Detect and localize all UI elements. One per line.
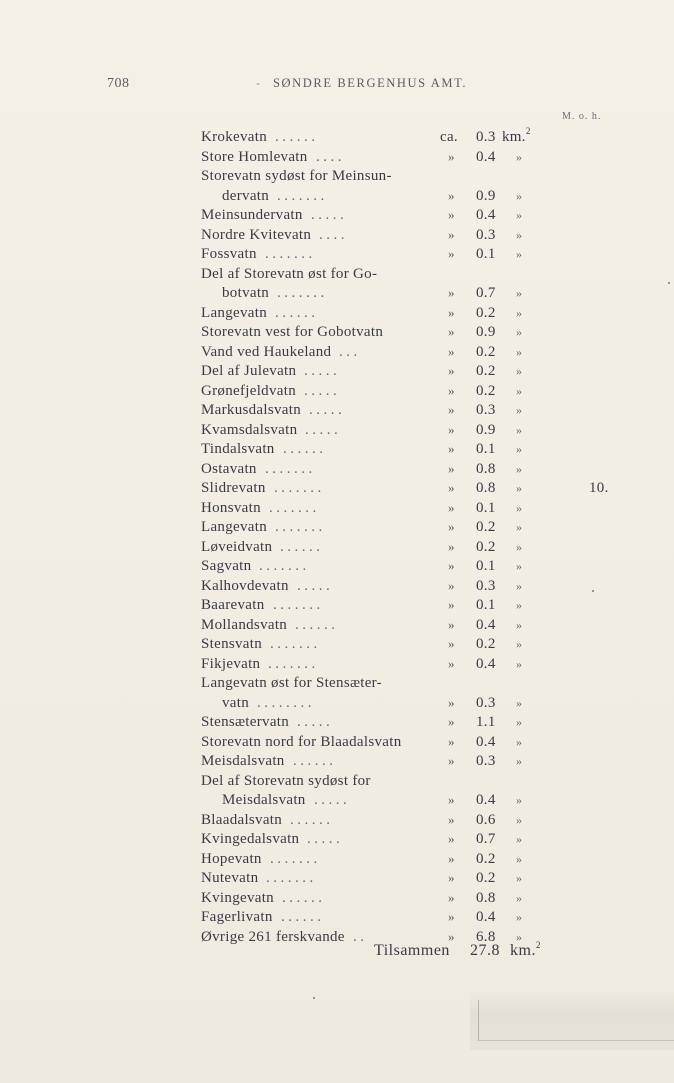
ditto-mark: » xyxy=(516,617,523,632)
leader-dots: ...... xyxy=(290,811,334,828)
table-row xyxy=(0,283,674,303)
ditto-mark: » xyxy=(516,832,523,846)
area-value: 0.4 xyxy=(476,207,496,223)
leader-dots: ..... xyxy=(311,207,348,223)
area-value: 0.6 xyxy=(476,811,496,828)
area-prefix: » xyxy=(448,850,455,866)
leader-dots: ..... xyxy=(304,363,341,379)
table-row xyxy=(0,264,674,284)
leader-dots: .. xyxy=(353,928,368,945)
ditto-mark: » xyxy=(516,812,523,827)
table-row xyxy=(0,244,674,264)
area-prefix: » xyxy=(448,909,455,924)
leader-dots: ...... xyxy=(275,129,319,145)
table-row xyxy=(0,751,674,771)
table-row xyxy=(0,868,674,888)
area-value: 0.9 xyxy=(476,324,496,340)
ditto-mark: » xyxy=(516,305,523,320)
leader-dots: ....... xyxy=(265,460,316,477)
table-row xyxy=(0,732,674,752)
leader-dots: ..... xyxy=(297,577,334,594)
lake-name: Mollandsvatn xyxy=(201,616,288,633)
ditto-mark: » xyxy=(516,208,523,222)
running-head-title: SØNDRE BERGENHUS AMT. xyxy=(273,76,468,90)
area-prefix: » xyxy=(448,577,455,593)
area-prefix: » xyxy=(448,441,455,456)
area-prefix: » xyxy=(448,655,455,671)
leader-dots: ...... xyxy=(295,616,339,633)
area-value: 0.2 xyxy=(476,870,496,886)
lake-name: Fikjevatn xyxy=(201,655,261,672)
leader-dots: ....... xyxy=(269,499,320,516)
area-value: 0.1 xyxy=(476,499,496,516)
lake-name: Kvingevatn xyxy=(201,889,274,906)
table-row xyxy=(0,595,674,615)
lake-name: Storevatn sydøst for Meinsun- xyxy=(201,168,392,184)
table-row xyxy=(0,166,674,186)
leader-dots: .... xyxy=(319,226,348,243)
ditto-mark: » xyxy=(516,578,523,593)
table-row xyxy=(0,849,674,869)
area-prefix: » xyxy=(448,187,455,203)
area-value: 0.3 xyxy=(476,129,496,145)
lake-name: Blaadalsvatn xyxy=(201,811,283,828)
paper-fold-mark xyxy=(478,1000,674,1041)
leader-dots: ...... xyxy=(281,909,325,925)
lake-name: Del af Julevatn xyxy=(201,363,297,379)
lake-name: Langevatn xyxy=(201,519,268,535)
margin-height-note: 10. xyxy=(589,480,609,496)
ditto-mark: » xyxy=(516,695,523,710)
area-value: 0.3 xyxy=(476,753,496,769)
leader-dots: ....... xyxy=(259,558,310,574)
area-prefix: » xyxy=(448,304,455,320)
ditto-mark: » xyxy=(516,188,523,203)
ditto-mark: » xyxy=(516,734,523,749)
area-prefix: » xyxy=(448,480,455,495)
area-value: 1.1 xyxy=(476,714,496,730)
area-prefix: » xyxy=(448,733,455,749)
leader-dots: ..... xyxy=(314,792,351,808)
area-value: 0.9 xyxy=(476,187,496,204)
area-prefix: » xyxy=(448,831,455,846)
area-value: 0.4 xyxy=(476,655,496,672)
total-row xyxy=(0,940,674,962)
area-value: 0.4 xyxy=(476,733,496,750)
table-row xyxy=(0,654,674,674)
lake-name: Meinsundervatn xyxy=(201,207,303,223)
leader-dots: ...... xyxy=(282,889,326,906)
lake-name: Stensvatn xyxy=(201,636,263,652)
lake-name: Ostavatn xyxy=(201,460,257,477)
table-row xyxy=(0,459,674,479)
total-unit xyxy=(510,940,541,963)
ditto-mark: » xyxy=(516,442,523,456)
leader-dots: ..... xyxy=(304,382,341,399)
ditto-mark: » xyxy=(516,500,523,515)
area-value: 0.2 xyxy=(476,850,496,867)
ditto-mark: » xyxy=(516,481,523,495)
area-prefix: » xyxy=(448,363,455,378)
area-prefix: » xyxy=(448,226,455,242)
table-row xyxy=(0,907,674,927)
ink-speck xyxy=(313,997,315,999)
area-prefix: » xyxy=(448,421,455,437)
table-row xyxy=(0,303,674,323)
leader-dots: .... xyxy=(316,148,345,165)
area-unit-text: km. xyxy=(502,129,526,145)
area-value: 0.8 xyxy=(476,889,496,906)
ditto-mark: » xyxy=(516,851,523,866)
lake-name: Del af Storevatn øst for Go- xyxy=(201,265,378,282)
leader-dots: ....... xyxy=(275,519,326,535)
ink-speck xyxy=(592,590,594,592)
area-prefix: » xyxy=(448,148,455,164)
ditto-mark: » xyxy=(516,325,523,339)
lake-name: Hopevatn xyxy=(201,850,262,867)
page-number: 708 xyxy=(107,76,130,91)
lake-name: Meisdalsvatn xyxy=(222,792,306,808)
lake-name: Sagvatn xyxy=(201,558,252,574)
leader-dots: ....... xyxy=(270,850,321,867)
table-row xyxy=(0,829,674,849)
header-dash: - xyxy=(256,76,262,90)
lake-name: dervatn xyxy=(222,187,270,204)
area-value: 0.2 xyxy=(476,304,496,321)
leader-dots: ....... xyxy=(277,285,328,301)
area-prefix: » xyxy=(448,285,455,300)
lake-name: Fossvatn xyxy=(201,246,257,262)
leader-dots: ........ xyxy=(257,694,315,711)
area-prefix: » xyxy=(448,246,455,261)
total-value: 27.8 xyxy=(470,942,500,959)
lake-name: Grønefjeldvatn xyxy=(201,382,296,399)
table-row xyxy=(0,810,674,830)
table-row xyxy=(0,790,674,810)
lake-name: Stensætervatn xyxy=(201,714,290,730)
area-unit-sup: 2 xyxy=(525,126,531,136)
area-value: 0.7 xyxy=(476,831,496,847)
ink-speck xyxy=(668,282,670,284)
ditto-mark: » xyxy=(516,461,523,476)
table-row xyxy=(0,147,674,167)
area-value: 0.3 xyxy=(476,694,496,711)
area-value: 0.7 xyxy=(476,285,496,301)
lake-name: Storevatn nord for Blaadalsvatn xyxy=(201,733,402,750)
leader-dots: ...... xyxy=(293,753,337,769)
area-value: 0.4 xyxy=(476,616,496,633)
lake-name: Del af Storevatn sydøst for xyxy=(201,772,371,789)
ditto-mark: » xyxy=(516,344,523,359)
area-value: 0.2 xyxy=(476,636,496,652)
area-prefix: » xyxy=(448,889,455,905)
area-prefix: » xyxy=(448,753,455,768)
lake-name: Langevatn xyxy=(201,304,268,321)
lake-name: Slidrevatn xyxy=(201,480,266,496)
leader-dots: ..... xyxy=(307,831,344,847)
column-header-moh: M. o. h. xyxy=(562,111,602,122)
leader-dots: ....... xyxy=(265,246,316,262)
area-prefix: » xyxy=(448,519,455,534)
lake-name: Nutevatn xyxy=(201,870,259,886)
total-unit-text: km. xyxy=(510,942,536,959)
area-value: 0.1 xyxy=(476,558,496,574)
table-row xyxy=(0,342,674,362)
table-row xyxy=(0,712,674,732)
area-value: 0.2 xyxy=(476,363,496,379)
ditto-mark: » xyxy=(516,286,523,300)
table-row xyxy=(0,381,674,401)
leader-dots: ...... xyxy=(280,538,324,555)
area-value: 0.1 xyxy=(476,597,496,613)
leader-dots: ... xyxy=(339,343,361,360)
area-prefix: » xyxy=(448,597,455,612)
table-row xyxy=(0,693,674,713)
lake-name: Øvrige 261 ferskvande xyxy=(201,928,345,945)
area-value: 0.4 xyxy=(476,792,496,808)
area-prefix: » xyxy=(448,207,455,222)
area-prefix: » xyxy=(448,538,455,554)
ditto-mark: » xyxy=(516,539,523,554)
table-row xyxy=(0,576,674,596)
ditto-mark: » xyxy=(516,403,523,417)
area-value: 0.1 xyxy=(476,441,496,457)
table-row xyxy=(0,186,674,206)
total-label: Tilsammen xyxy=(374,942,450,959)
area-prefix: » xyxy=(448,343,455,359)
table-row xyxy=(0,771,674,791)
area-prefix: » xyxy=(448,616,455,632)
lake-name: botvatn xyxy=(222,285,270,301)
table-row xyxy=(0,517,674,537)
table-row xyxy=(0,615,674,635)
area-prefix: » xyxy=(448,499,455,515)
area-prefix: » xyxy=(448,928,455,944)
lake-name: Baarevatn xyxy=(201,597,265,613)
area-value: 0.3 xyxy=(476,402,496,418)
area-prefix: ca. xyxy=(440,129,458,145)
ditto-mark: » xyxy=(516,715,523,729)
table-row xyxy=(0,498,674,518)
table-row xyxy=(0,400,674,420)
lake-name: Storevatn vest for Gobotvatn xyxy=(201,324,384,340)
area-value: 6.8 xyxy=(476,928,496,945)
ditto-mark: » xyxy=(516,910,523,924)
lake-name: Meisdalsvatn xyxy=(201,753,285,769)
table-row xyxy=(0,556,674,576)
leader-dots: ....... xyxy=(268,655,319,672)
ditto-mark: » xyxy=(516,559,523,573)
lake-name: Kvingedalsvatn xyxy=(201,831,300,847)
area-prefix: » xyxy=(448,402,455,417)
ditto-mark: » xyxy=(516,793,523,807)
area-prefix: » xyxy=(448,870,455,885)
area-prefix: » xyxy=(448,460,455,476)
table-row xyxy=(0,888,674,908)
leader-dots: ...... xyxy=(275,304,319,321)
lake-name: Krokevatn xyxy=(201,129,268,145)
table-row xyxy=(0,361,674,381)
lake-name: Langevatn øst for Stensæter- xyxy=(201,675,382,691)
ditto-mark: » xyxy=(516,364,523,378)
lake-name: Vand ved Haukeland xyxy=(201,343,332,360)
lake-name: Løveidvatn xyxy=(201,538,273,555)
ditto-mark: » xyxy=(516,149,523,164)
ditto-mark: » xyxy=(516,598,523,612)
leader-dots: ....... xyxy=(270,636,321,652)
ditto-mark: » xyxy=(516,871,523,885)
lake-name: Fagerlivatn xyxy=(201,909,273,925)
area-value: 0.9 xyxy=(476,421,496,438)
area-prefix: » xyxy=(448,382,455,398)
area-prefix: » xyxy=(448,324,455,339)
table-row xyxy=(0,439,674,459)
leader-dots: ..... xyxy=(305,421,342,438)
area-value: 0.3 xyxy=(476,577,496,594)
leader-dots: ..... xyxy=(309,402,346,418)
ditto-mark: » xyxy=(516,929,523,944)
area-prefix: » xyxy=(448,714,455,729)
table-row xyxy=(0,420,674,440)
area-value: 0.8 xyxy=(476,460,496,477)
table-row xyxy=(0,205,674,225)
table-row xyxy=(0,225,674,245)
area-value: 0.4 xyxy=(476,909,496,925)
table-row xyxy=(0,634,674,654)
lake-name: Honsvatn xyxy=(201,499,261,516)
lake-name: Kalhovdevatn xyxy=(201,577,289,594)
area-unit xyxy=(502,127,531,148)
ditto-mark: » xyxy=(516,227,523,242)
area-value: 0.8 xyxy=(476,480,496,496)
lake-name: vatn xyxy=(222,694,250,711)
total-unit-sup: 2 xyxy=(535,940,541,950)
lake-name: Markusdalsvatn xyxy=(201,402,302,418)
leader-dots: ...... xyxy=(283,441,327,457)
table-row xyxy=(0,127,674,147)
area-prefix: » xyxy=(448,792,455,807)
ditto-mark: » xyxy=(516,637,523,651)
lake-name: Store Homlevatn xyxy=(201,148,308,165)
area-value: 0.2 xyxy=(476,538,496,555)
table-row xyxy=(0,322,674,342)
area-value: 0.2 xyxy=(476,519,496,535)
lake-name: Nordre Kvitevatn xyxy=(201,226,312,243)
ditto-mark: » xyxy=(516,890,523,905)
area-prefix: » xyxy=(448,558,455,573)
area-value: 0.2 xyxy=(476,343,496,360)
area-prefix: » xyxy=(448,811,455,827)
leader-dots: ..... xyxy=(297,714,334,730)
table-row xyxy=(0,478,674,498)
area-value: 0.3 xyxy=(476,226,496,243)
ditto-mark: » xyxy=(516,383,523,398)
area-value: 0.4 xyxy=(476,148,496,165)
leader-dots: ....... xyxy=(274,480,325,496)
area-prefix: » xyxy=(448,694,455,710)
ditto-mark: » xyxy=(516,422,523,437)
ditto-mark: » xyxy=(516,247,523,261)
table-row xyxy=(0,537,674,557)
lake-name: Kvamsdalsvatn xyxy=(201,421,298,438)
leader-dots: ....... xyxy=(277,187,328,204)
ditto-mark: » xyxy=(516,656,523,671)
area-value: 0.2 xyxy=(476,382,496,399)
ditto-mark: » xyxy=(516,520,523,534)
leader-dots: ....... xyxy=(273,597,324,613)
area-prefix: » xyxy=(448,636,455,651)
ditto-mark: » xyxy=(516,754,523,768)
leader-dots: ....... xyxy=(266,870,317,886)
lake-name: Tindalsvatn xyxy=(201,441,275,457)
area-value: 0.1 xyxy=(476,246,496,262)
table-row xyxy=(0,673,674,693)
